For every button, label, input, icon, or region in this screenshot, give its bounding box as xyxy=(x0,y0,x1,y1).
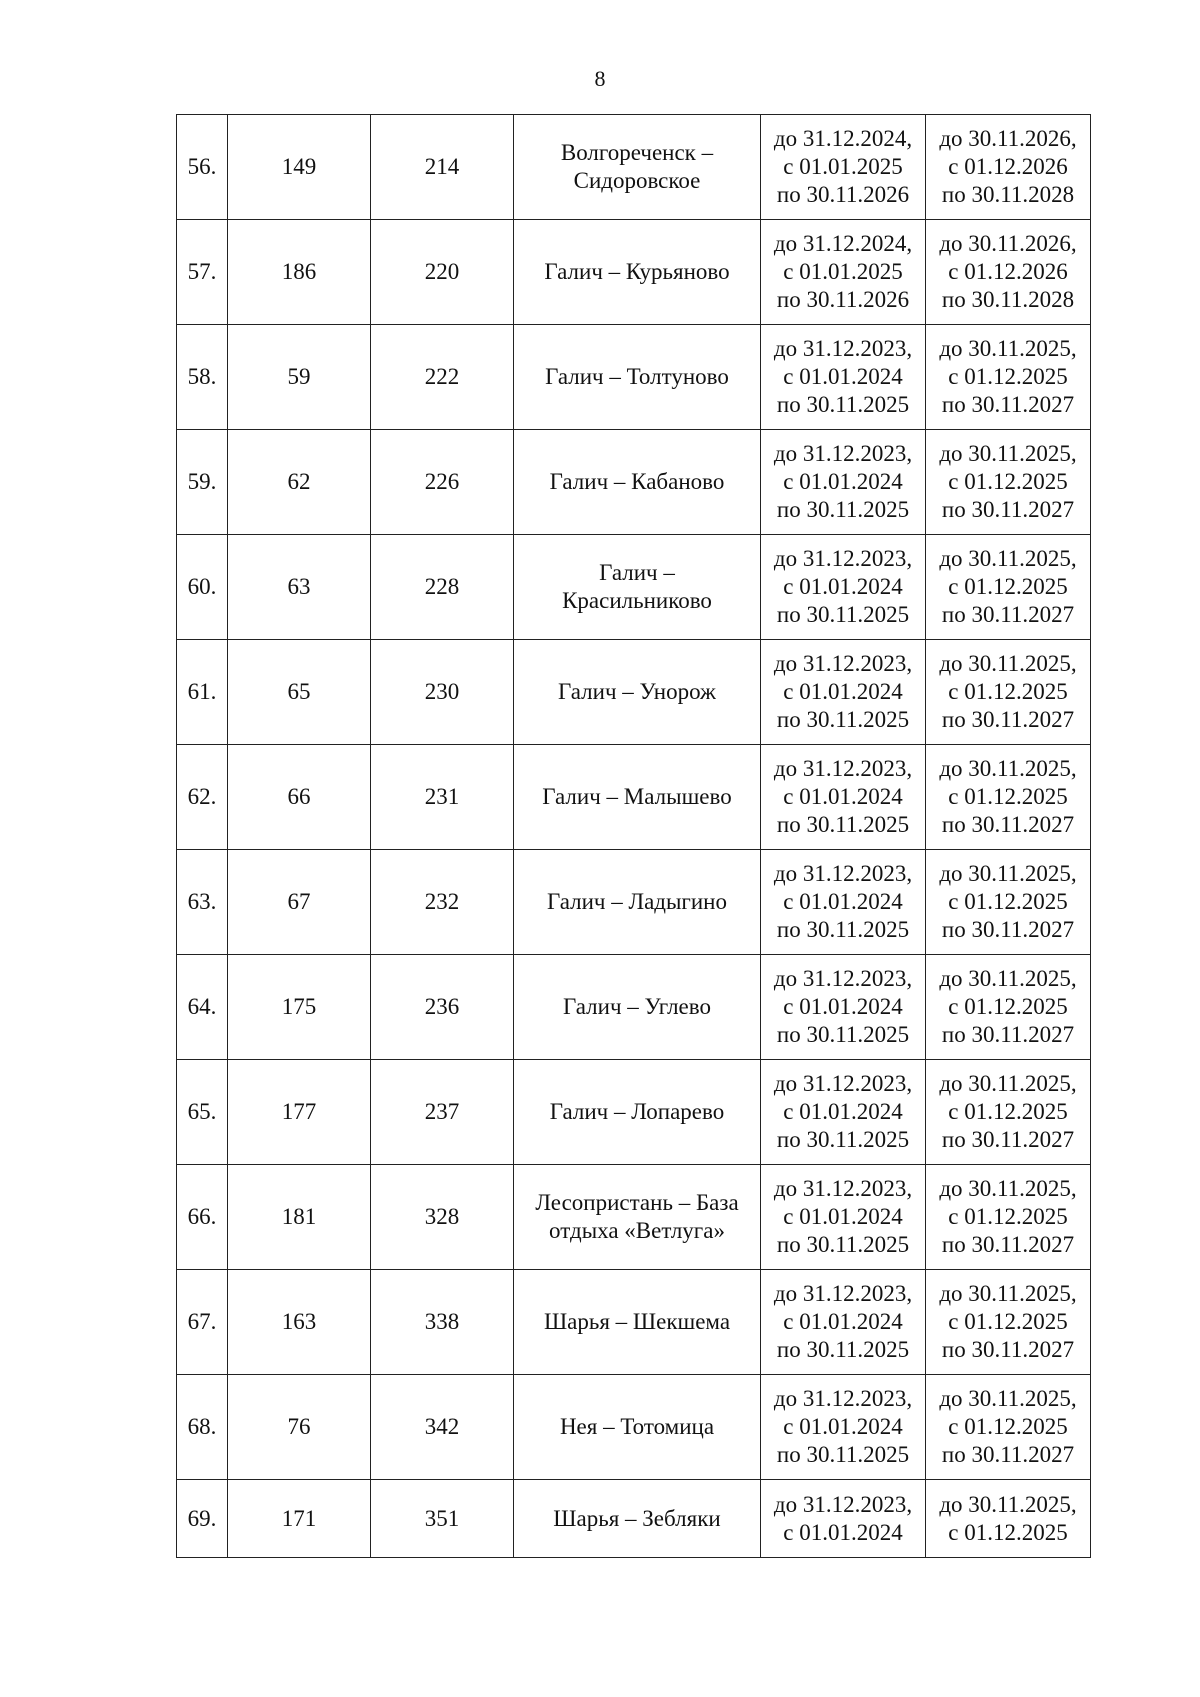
period-1-line: по 30.11.2025 xyxy=(776,707,910,732)
period-1-cell xyxy=(761,325,926,430)
period-2-line: до 30.11.2025, xyxy=(939,546,1077,571)
table-row xyxy=(177,220,1091,325)
period-2-line: до 30.11.2025, xyxy=(939,336,1077,361)
registration-number-cell: 163 xyxy=(228,1270,371,1375)
route-number-cell: 231 xyxy=(371,745,514,850)
route-name-line: Волгореченск – xyxy=(560,140,714,165)
period-2-line: с 01.12.2025 xyxy=(948,1519,1068,1545)
period-1-line: по 30.11.2026 xyxy=(776,287,910,312)
period-1-line: по 30.11.2025 xyxy=(776,812,910,837)
period-1-cell xyxy=(761,745,926,850)
row-number-cell: 59. xyxy=(177,430,228,535)
period-1-line: до 31.12.2023, xyxy=(773,1071,913,1096)
registration-number-cell: 59 xyxy=(228,325,371,430)
period-2-line: до 30.11.2025, xyxy=(939,966,1077,991)
registration-number-cell: 65 xyxy=(228,640,371,745)
route-name-cell xyxy=(514,850,761,955)
period-2-line: по 30.11.2027 xyxy=(941,917,1075,942)
period-1-line: с 01.01.2024 xyxy=(783,679,903,704)
period-2-line: по 30.11.2027 xyxy=(941,1232,1075,1257)
period-2-cell xyxy=(926,1375,1091,1480)
period-1-cell xyxy=(761,1060,926,1165)
period-2-cell xyxy=(926,1060,1091,1165)
period-1-cell xyxy=(761,1270,926,1375)
period-2-line: до 30.11.2025, xyxy=(939,1071,1077,1096)
route-name-line: Галич – Кабаново xyxy=(549,469,725,494)
route-name-cell xyxy=(514,115,761,220)
period-2-line: с 01.12.2025 xyxy=(948,889,1068,914)
period-1-cell xyxy=(761,430,926,535)
period-1-line: по 30.11.2025 xyxy=(776,1232,910,1257)
period-1-line: с 01.01.2024 xyxy=(783,1414,903,1439)
route-name-line: отдыха «Ветлуга» xyxy=(549,1218,725,1243)
route-name-line: Галич – Курьяново xyxy=(544,259,730,284)
row-number-cell: 69. xyxy=(177,1480,228,1558)
registration-number-cell: 66 xyxy=(228,745,371,850)
route-number-cell: 222 xyxy=(371,325,514,430)
route-name-line: Галич – Углево xyxy=(563,994,711,1019)
period-2-cell xyxy=(926,955,1091,1060)
period-1-cell xyxy=(761,115,926,220)
row-number-cell: 61. xyxy=(177,640,228,745)
period-1-line: с 01.01.2024 xyxy=(783,574,903,599)
route-number-cell: 214 xyxy=(371,115,514,220)
period-1-line: с 01.01.2024 xyxy=(783,364,903,389)
period-2-line: по 30.11.2027 xyxy=(941,1127,1075,1152)
period-2-line: до 30.11.2025, xyxy=(939,651,1077,676)
period-2-line: по 30.11.2028 xyxy=(941,182,1075,207)
period-1-line: до 31.12.2023, xyxy=(773,441,913,466)
table-row xyxy=(177,955,1091,1060)
route-number-cell: 230 xyxy=(371,640,514,745)
period-1-line: с 01.01.2025 xyxy=(783,154,903,179)
period-2-cell xyxy=(926,640,1091,745)
route-number-cell: 342 xyxy=(371,1375,514,1480)
period-2-cell xyxy=(926,1480,1091,1558)
row-number-cell: 66. xyxy=(177,1165,228,1270)
row-number-cell: 56. xyxy=(177,115,228,220)
period-1-line: с 01.01.2024 xyxy=(783,1204,903,1229)
period-1-line: до 31.12.2023, xyxy=(773,1491,913,1517)
row-number-cell: 67. xyxy=(177,1270,228,1375)
registration-number-cell: 181 xyxy=(228,1165,371,1270)
route-number-cell: 226 xyxy=(371,430,514,535)
period-2-cell xyxy=(926,1165,1091,1270)
period-2-cell xyxy=(926,535,1091,640)
period-1-line: до 31.12.2023, xyxy=(773,546,913,571)
period-2-cell xyxy=(926,325,1091,430)
table-row xyxy=(177,640,1091,745)
route-number-cell: 338 xyxy=(371,1270,514,1375)
period-1-line: по 30.11.2025 xyxy=(776,1022,910,1047)
period-2-line: с 01.12.2025 xyxy=(948,1099,1068,1124)
period-1-line: до 31.12.2023, xyxy=(773,1386,913,1411)
route-name-line: Галич – Толтуново xyxy=(545,364,729,389)
period-2-cell xyxy=(926,430,1091,535)
route-name-cell xyxy=(514,1375,761,1480)
route-name-line: Нея – Тотомица xyxy=(559,1414,715,1439)
registration-number-cell: 62 xyxy=(228,430,371,535)
period-1-line: до 31.12.2023, xyxy=(773,1281,913,1306)
row-number-cell: 64. xyxy=(177,955,228,1060)
period-2-line: с 01.12.2025 xyxy=(948,784,1068,809)
route-name-cell xyxy=(514,745,761,850)
registration-number-cell: 186 xyxy=(228,220,371,325)
period-1-line: до 31.12.2024, xyxy=(773,126,913,151)
route-name-line: Лесопристань – База xyxy=(535,1190,739,1215)
period-2-line: до 30.11.2026, xyxy=(939,231,1077,256)
period-2-line: по 30.11.2027 xyxy=(941,602,1075,627)
period-1-cell xyxy=(761,1480,926,1558)
period-1-line: по 30.11.2025 xyxy=(776,392,910,417)
period-1-cell xyxy=(761,955,926,1060)
table-row xyxy=(177,325,1091,430)
period-2-line: по 30.11.2028 xyxy=(941,287,1075,312)
period-2-line: с 01.12.2026 xyxy=(948,259,1068,284)
period-1-line: по 30.11.2026 xyxy=(776,182,910,207)
period-2-cell xyxy=(926,745,1091,850)
period-1-cell xyxy=(761,1375,926,1480)
period-2-line: по 30.11.2027 xyxy=(941,392,1075,417)
route-name-line: Шарья – Зебляки xyxy=(553,1505,721,1531)
period-2-line: до 30.11.2025, xyxy=(939,1281,1077,1306)
route-name-line: Сидоровское xyxy=(573,168,701,193)
period-2-line: до 30.11.2025, xyxy=(939,1491,1077,1517)
period-1-cell xyxy=(761,640,926,745)
period-1-line: с 01.01.2025 xyxy=(783,259,903,284)
table-row xyxy=(177,850,1091,955)
period-1-line: с 01.01.2024 xyxy=(783,1309,903,1334)
routes-table-body xyxy=(177,115,1091,1558)
route-name-cell xyxy=(514,640,761,745)
row-number-cell: 60. xyxy=(177,535,228,640)
route-name-cell xyxy=(514,1480,761,1558)
period-2-line: с 01.12.2025 xyxy=(948,574,1068,599)
period-1-line: до 31.12.2023, xyxy=(773,1176,913,1201)
period-2-line: по 30.11.2027 xyxy=(941,812,1075,837)
period-2-line: по 30.11.2027 xyxy=(941,1337,1075,1362)
period-1-line: до 31.12.2023, xyxy=(773,651,913,676)
table-row xyxy=(177,1375,1091,1480)
period-2-line: до 30.11.2025, xyxy=(939,1176,1077,1201)
period-2-cell xyxy=(926,115,1091,220)
route-number-cell: 220 xyxy=(371,220,514,325)
row-number-cell: 65. xyxy=(177,1060,228,1165)
route-name-cell xyxy=(514,325,761,430)
period-1-cell xyxy=(761,220,926,325)
period-1-line: с 01.01.2024 xyxy=(783,469,903,494)
registration-number-cell: 177 xyxy=(228,1060,371,1165)
route-name-line: Галич – Малышево xyxy=(542,784,732,809)
period-2-line: до 30.11.2025, xyxy=(939,861,1077,886)
period-2-line: по 30.11.2027 xyxy=(941,707,1075,732)
table-row xyxy=(177,535,1091,640)
table-row xyxy=(177,115,1091,220)
route-name-cell xyxy=(514,1165,761,1270)
table-row xyxy=(177,1165,1091,1270)
registration-number-cell: 175 xyxy=(228,955,371,1060)
route-number-cell: 228 xyxy=(371,535,514,640)
row-number-cell: 57. xyxy=(177,220,228,325)
period-2-cell xyxy=(926,220,1091,325)
row-number-cell: 58. xyxy=(177,325,228,430)
table-row xyxy=(177,430,1091,535)
route-name-cell xyxy=(514,1270,761,1375)
period-2-line: до 30.11.2025, xyxy=(939,1386,1077,1411)
period-2-line: с 01.12.2025 xyxy=(948,1414,1068,1439)
period-1-line: по 30.11.2025 xyxy=(776,1127,910,1152)
period-2-line: по 30.11.2027 xyxy=(941,1022,1075,1047)
period-1-line: по 30.11.2025 xyxy=(776,602,910,627)
route-number-cell: 328 xyxy=(371,1165,514,1270)
route-name-line: Галич – Унорож xyxy=(558,679,716,704)
period-1-line: до 31.12.2023, xyxy=(773,861,913,886)
table-row xyxy=(177,1060,1091,1165)
registration-number-cell: 149 xyxy=(228,115,371,220)
route-name-cell xyxy=(514,1060,761,1165)
period-2-cell xyxy=(926,1270,1091,1375)
period-2-line: с 01.12.2025 xyxy=(948,1309,1068,1334)
period-2-line: с 01.12.2026 xyxy=(948,154,1068,179)
period-2-line: до 30.11.2025, xyxy=(939,441,1077,466)
period-1-line: по 30.11.2025 xyxy=(776,917,910,942)
registration-number-cell: 63 xyxy=(228,535,371,640)
route-name-cell xyxy=(514,430,761,535)
registration-number-cell: 67 xyxy=(228,850,371,955)
table-row xyxy=(177,745,1091,850)
period-2-line: с 01.12.2025 xyxy=(948,679,1068,704)
route-name-cell xyxy=(514,535,761,640)
route-name-cell xyxy=(514,955,761,1060)
period-1-line: до 31.12.2023, xyxy=(773,966,913,991)
period-2-line: по 30.11.2027 xyxy=(941,1442,1075,1467)
period-2-cell xyxy=(926,850,1091,955)
route-name-line: Галич – xyxy=(599,560,675,585)
period-1-line: с 01.01.2024 xyxy=(783,1099,903,1124)
route-number-cell: 237 xyxy=(371,1060,514,1165)
routes-table xyxy=(176,114,1091,1558)
period-2-line: до 30.11.2026, xyxy=(939,126,1077,151)
period-1-cell xyxy=(761,850,926,955)
period-1-line: до 31.12.2024, xyxy=(773,231,913,256)
period-1-cell xyxy=(761,535,926,640)
period-1-line: с 01.01.2024 xyxy=(783,784,903,809)
period-2-line: до 30.11.2025, xyxy=(939,756,1077,781)
period-1-line: с 01.01.2024 xyxy=(783,1519,903,1545)
route-number-cell: 351 xyxy=(371,1480,514,1558)
period-2-line: с 01.12.2025 xyxy=(948,1204,1068,1229)
page-number: 8 xyxy=(594,66,606,91)
row-number-cell: 63. xyxy=(177,850,228,955)
row-number-cell: 62. xyxy=(177,745,228,850)
period-1-line: по 30.11.2025 xyxy=(776,497,910,522)
period-1-line: по 30.11.2025 xyxy=(776,1442,910,1467)
route-name-line: Красильниково xyxy=(562,588,712,613)
period-2-line: с 01.12.2025 xyxy=(948,364,1068,389)
period-2-line: с 01.12.2025 xyxy=(948,994,1068,1019)
route-number-cell: 232 xyxy=(371,850,514,955)
registration-number-cell: 76 xyxy=(228,1375,371,1480)
table-row xyxy=(177,1480,1091,1558)
period-1-line: до 31.12.2023, xyxy=(773,336,913,361)
period-2-line: с 01.12.2025 xyxy=(948,469,1068,494)
period-1-line: с 01.01.2024 xyxy=(783,994,903,1019)
route-name-line: Галич – Ладыгино xyxy=(546,889,727,914)
row-number-cell: 68. xyxy=(177,1375,228,1480)
route-name-line: Галич – Лопарево xyxy=(549,1099,725,1124)
registration-number-cell: 171 xyxy=(228,1480,371,1558)
period-2-line: по 30.11.2027 xyxy=(941,497,1075,522)
period-1-line: с 01.01.2024 xyxy=(783,889,903,914)
route-number-cell: 236 xyxy=(371,955,514,1060)
period-1-line: до 31.12.2023, xyxy=(773,756,913,781)
period-1-cell xyxy=(761,1165,926,1270)
period-1-line: по 30.11.2025 xyxy=(776,1337,910,1362)
route-name-cell xyxy=(514,220,761,325)
route-name-line: Шарья – Шекшема xyxy=(543,1309,731,1334)
table-row xyxy=(177,1270,1091,1375)
